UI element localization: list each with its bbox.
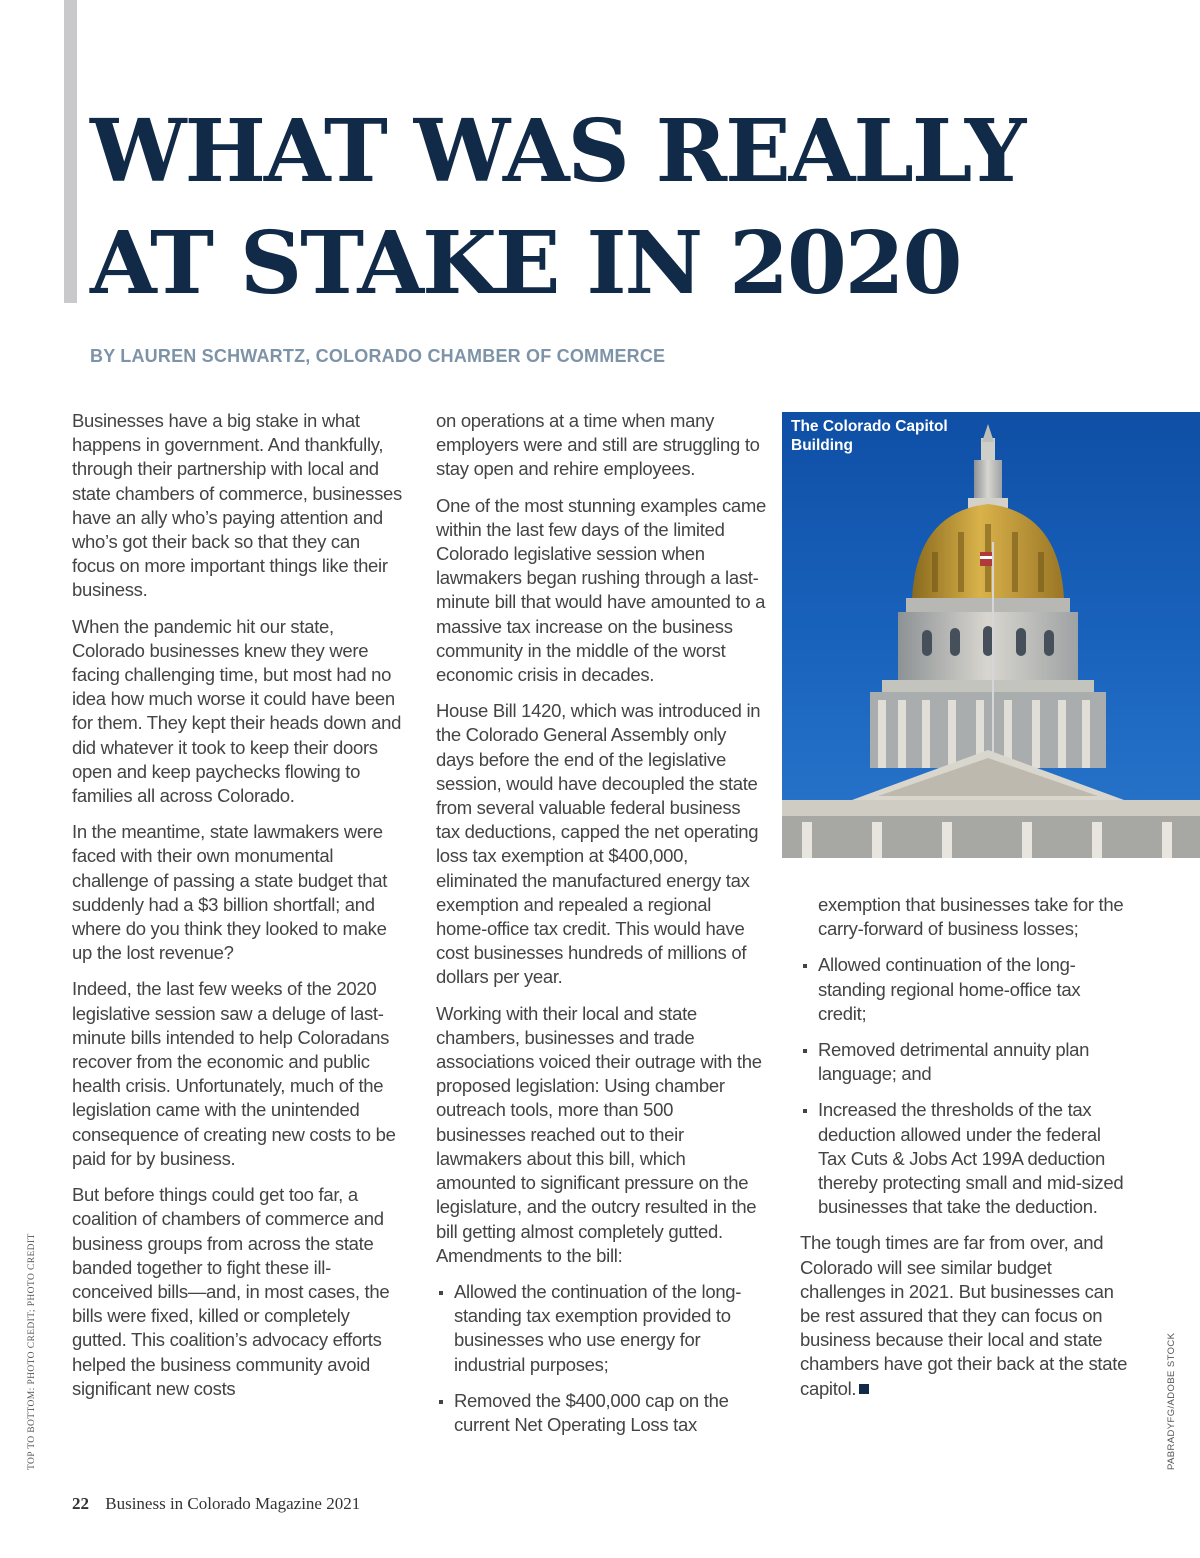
paragraph: Businesses have a big stake in what happens in government. And thankfully, through their partnership with local and state chambers of commerce, businesses have an ally who’s paying attention and who’s got their back so that they can focus on more important things like their business. [72,410,402,601]
paragraph: One of the most stunning examples came within the last few days of the limited Colorado legislative session when lawmakers began rushing through a last-minute bill that would have amounted to a massive tax increase on the business community in the middle of the worst economic crisis in decades. [436,494,767,686]
headline-line-2: AT STAKE IN 2020 [90,213,961,314]
headline [90,96,1170,320]
column-2 [436,409,766,1449]
photo-caption: The Colorado Capitol Building [791,418,948,454]
headline-line-1: WHAT WAS REALLY [90,101,1025,202]
list-item: Allowed continuation of the long-standing regional home-office tax credit; [800,953,1128,1026]
publication-name: Business in Colorado Magazine 2021 [105,1494,361,1513]
paragraph: When the pandemic hit our state, Colorado businesses knew they were facing challenging time, but most had no idea how much worse it could have been for them. They kept their heads down and did whatever it took to keep their doors open and keep paychecks flowing to families all across Colorado. [72,615,402,807]
column-1 [72,409,406,1413]
photo-credit: PABRADYFG/ADOBE STOCK [1166,1332,1177,1470]
list-item: Removed the $400,000 cap on the current Net Operating Loss tax [436,1389,766,1437]
list-item: Increased the thresholds of the tax deduction allowed under the federal Tax Cuts & Jobs Act 199A deduction thereby protecting small and mid-sized businesses that take the deduction. [800,1098,1128,1219]
closing-paragraph [800,1231,1128,1400]
page-number: 22 [72,1494,89,1513]
amendments-list [436,1280,766,1437]
capitol-illustration [782,412,1200,858]
closing-text: The tough times are far from over, and Colorado will see similar budget challenges in 2021. But businesses can be rest assured that they can focus on business because their local and state chambers have got their back at the state capitol. [800,1232,1128,1399]
page-footer [72,1494,360,1514]
list-item: Removed detrimental annuity plan language; and [800,1038,1128,1086]
paragraph: Working with their local and state chambers, businesses and trade associations voiced their outrage with the proposed legislation: Using chamber outreach tools, more than 500 businesses reached out to their lawmakers about this bill, which amounted to significant pressure on the legislature, and the outcry resulted in the bill getting almost completely gutted. Amendments to the bill: [436,1002,762,1266]
paragraph: In the meantime, state lawmakers were faced with their own monumental challenge of passing a state budget that suddenly had a $3 billion shortfall; and where do you think they looked to make up the lost revenue? [72,821,388,964]
paragraph: Indeed, the last few weeks of the 2020 legislative session saw a deluge of last-minute bills intended to help Coloradans recover from the economic and public health crisis. Unfortunately, much of the legislation came with the unintended consequence of creating new costs to be paid for by business. [72,978,396,1169]
list-item-continued: exemption that businesses take for the carry-forward of business losses; [818,894,1124,940]
paragraph: House Bill 1420, which was introduced in the Colorado General Assembly only days before the end of the legislative session, would have decoupled the state from several valuable federal business tax deductions, capped the net operating loss tax exemption at $400,000, eliminated the manufactured energy tax exemption and repealed a regional home-office tax credit. This would have cost businesses hundreds of millions of dollars per year. [436,700,761,988]
capitol-photo [782,412,1200,858]
side-photo-credit: TOP TO BOTTOM: PHOTO CREDIT; PHOTO CREDIT [27,1233,37,1470]
byline: BY LAUREN SCHWARTZ, COLORADO CHAMBER OF COMMERCE [90,346,666,366]
accent-bar [64,0,77,303]
list-item: Allowed the continuation of the long-standing tax exemption provided to businesses who use energy for industrial purposes; [436,1280,766,1377]
end-mark-icon [859,1384,869,1394]
column-3 [800,893,1128,1413]
paragraph: on operations at a time when many employers were and still are struggling to stay open and rehire employees. [436,410,760,480]
paragraph: But before things could get too far, a coalition of chambers of commerce and business groups from across the state banded together to fight these ill-conceived bills—and, in most cases, the bills were fixed, killed or completely gutted. This coalition’s advocacy efforts helped the business community avoid significant new costs [72,1184,390,1399]
amendments-list-continued [800,953,1128,1219]
